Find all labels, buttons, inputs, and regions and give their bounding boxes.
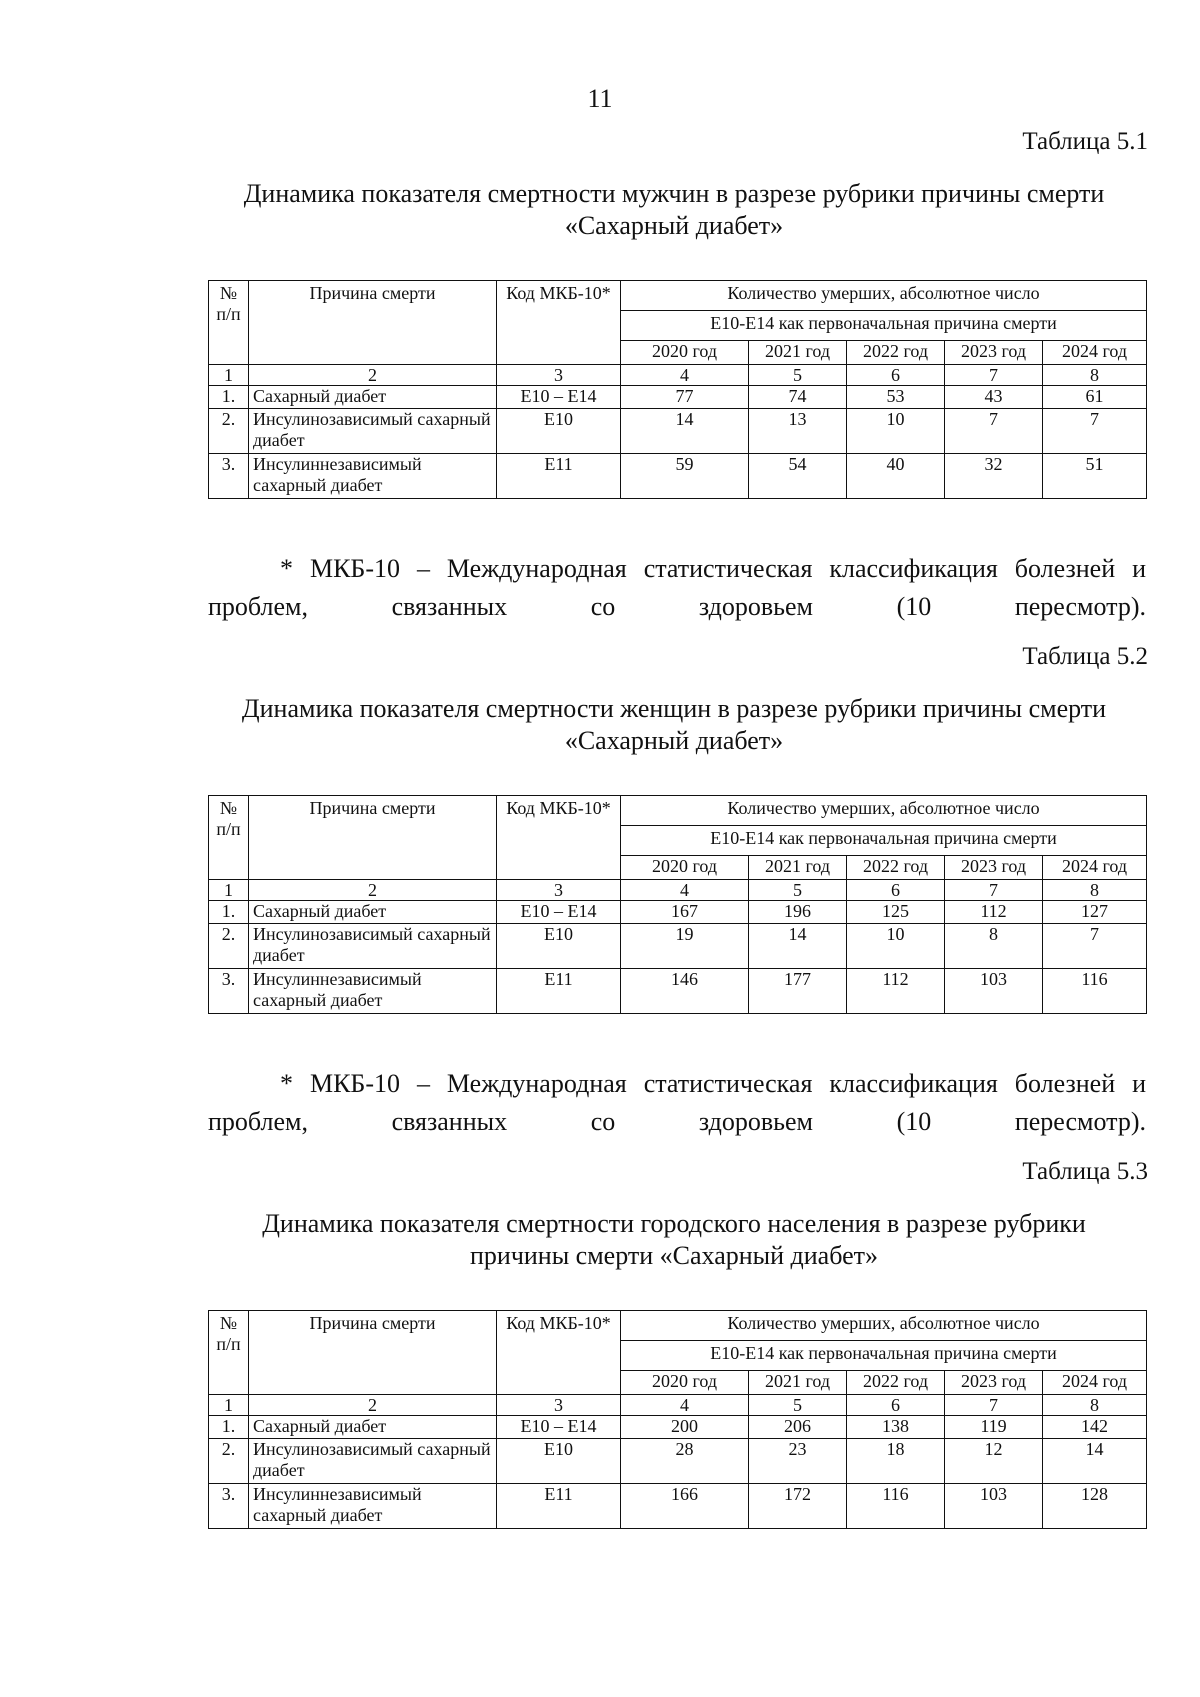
data-table (208, 280, 1147, 499)
row-value: 14 (749, 924, 847, 969)
row-value: 116 (1043, 969, 1147, 1014)
row-num: 3. (209, 969, 249, 1014)
row-cause: Инсулиннезависимый сахарный диабет (249, 454, 497, 499)
row-value: 43 (945, 386, 1043, 409)
col-index: 6 (847, 1395, 945, 1416)
row-code: Е10 – Е14 (497, 1416, 621, 1439)
row-cause: Инсулиннезависимый сахарный диабет (249, 1484, 497, 1529)
row-value: 53 (847, 386, 945, 409)
row-code: Е10 – Е14 (497, 386, 621, 409)
header-year: 2020 год (621, 341, 749, 365)
row-value: 10 (847, 924, 945, 969)
row-num: 2. (209, 1439, 249, 1484)
row-value: 7 (1043, 409, 1147, 454)
header-cause: Причина смерти (249, 281, 497, 365)
table-row (209, 1484, 1147, 1529)
footnote (208, 1065, 1146, 1141)
col-index: 1 (209, 365, 249, 386)
col-index: 8 (1043, 880, 1147, 901)
row-value: 206 (749, 1416, 847, 1439)
row-value: 125 (847, 901, 945, 924)
col-index: 3 (497, 880, 621, 901)
table-title: Динамика показателя смертности мужчин в разрезе рубрики причины смерти «Сахарный диабет» (243, 179, 1105, 240)
table-row (209, 386, 1147, 409)
table-row (209, 1416, 1147, 1439)
row-num: 3. (209, 454, 249, 499)
row-cause: Сахарный диабет (249, 1416, 497, 1439)
header-year: 2021 год (749, 1371, 847, 1395)
row-num: 1. (209, 901, 249, 924)
row-value: 103 (945, 1484, 1043, 1529)
header-code: Код МКБ-10* (497, 1311, 621, 1395)
row-value: 61 (1043, 386, 1147, 409)
row-value: 10 (847, 409, 945, 454)
header-subtitle: Е10-Е14 как первоначальная причина смерти (621, 1341, 1147, 1371)
row-value: 172 (749, 1484, 847, 1529)
row-value: 13 (749, 409, 847, 454)
header-year: 2023 год (945, 341, 1043, 365)
header-cause: Причина смерти (249, 1311, 497, 1395)
col-index: 3 (497, 1395, 621, 1416)
header-num: № п/п (209, 796, 249, 880)
col-index: 1 (209, 1395, 249, 1416)
col-index: 6 (847, 880, 945, 901)
row-code: Е11 (497, 454, 621, 499)
header-year: 2021 год (749, 856, 847, 880)
row-cause: Инсулинозависимый сахарный диабет (249, 924, 497, 969)
row-num: 1. (209, 386, 249, 409)
row-value: 51 (1043, 454, 1147, 499)
header-year: 2022 год (847, 1371, 945, 1395)
header-year: 2023 год (945, 856, 1043, 880)
table-row (209, 1439, 1147, 1484)
footnote-text: * МКБ-10 – Международная статистическая классификация болезней и проблем, связанных со здоровьем (10 пересмотр). (208, 554, 1146, 621)
table-row (209, 409, 1147, 454)
row-value: 18 (847, 1439, 945, 1484)
row-code: Е10 (497, 1439, 621, 1484)
row-value: 177 (749, 969, 847, 1014)
row-value: 112 (847, 969, 945, 1014)
row-value: 166 (621, 1484, 749, 1529)
row-num: 2. (209, 924, 249, 969)
row-value: 23 (749, 1439, 847, 1484)
row-value: 19 (621, 924, 749, 969)
col-index: 5 (749, 1395, 847, 1416)
row-value: 127 (1043, 901, 1147, 924)
row-code: Е11 (497, 1484, 621, 1529)
table-label: Таблица 5.3 (1022, 1158, 1148, 1185)
row-value: 7 (1043, 924, 1147, 969)
page-number: 11 (587, 84, 613, 113)
row-num: 2. (209, 409, 249, 454)
header-deaths: Количество умерших, абсолютное число (621, 281, 1147, 311)
header-code: Код МКБ-10* (497, 281, 621, 365)
header-deaths: Количество умерших, абсолютное число (621, 796, 1147, 826)
table-row (209, 901, 1147, 924)
col-index: 8 (1043, 365, 1147, 386)
header-year: 2020 год (621, 856, 749, 880)
header-code: Код МКБ-10* (497, 796, 621, 880)
col-index: 2 (249, 365, 497, 386)
row-cause: Инсулинозависимый сахарный диабет (249, 409, 497, 454)
col-index: 2 (249, 880, 497, 901)
table-row (209, 969, 1147, 1014)
row-value: 142 (1043, 1416, 1147, 1439)
table-label: Таблица 5.2 (1022, 643, 1148, 670)
row-value: 40 (847, 454, 945, 499)
header-year: 2024 год (1043, 856, 1147, 880)
row-code: Е11 (497, 969, 621, 1014)
row-value: 138 (847, 1416, 945, 1439)
header-year: 2024 год (1043, 1371, 1147, 1395)
col-index: 7 (945, 365, 1043, 386)
footnote-text: * МКБ-10 – Международная статистическая классификация болезней и проблем, связанных со здоровьем (10 пересмотр). (208, 1069, 1146, 1136)
col-index: 7 (945, 1395, 1043, 1416)
data-table (208, 1310, 1147, 1529)
row-value: 14 (621, 409, 749, 454)
row-cause: Сахарный диабет (249, 901, 497, 924)
row-value: 116 (847, 1484, 945, 1529)
row-code: Е10 (497, 409, 621, 454)
row-value: 7 (945, 409, 1043, 454)
header-year: 2021 год (749, 341, 847, 365)
col-index: 2 (249, 1395, 497, 1416)
row-value: 146 (621, 969, 749, 1014)
header-subtitle: Е10-Е14 как первоначальная причина смерти (621, 826, 1147, 856)
row-cause: Инсулинозависимый сахарный диабет (249, 1439, 497, 1484)
col-index: 4 (621, 1395, 749, 1416)
header-year: 2022 год (847, 341, 945, 365)
header-cause: Причина смерти (249, 796, 497, 880)
header-year: 2020 год (621, 1371, 749, 1395)
col-index: 5 (749, 880, 847, 901)
col-index: 1 (209, 880, 249, 901)
row-value: 200 (621, 1416, 749, 1439)
row-cause: Инсулиннезависимый сахарный диабет (249, 969, 497, 1014)
row-code: Е10 – Е14 (497, 901, 621, 924)
row-value: 119 (945, 1416, 1043, 1439)
col-index: 5 (749, 365, 847, 386)
row-value: 28 (621, 1439, 749, 1484)
row-value: 196 (749, 901, 847, 924)
col-index: 6 (847, 365, 945, 386)
row-value: 14 (1043, 1439, 1147, 1484)
table-title: Динамика показателя смертности городского населения в разрезе рубрики причины смерти «Сахарный диабет» (262, 1209, 1086, 1270)
table-title: Динамика показателя смертности женщин в разрезе рубрики причины смерти «Сахарный диабет» (241, 694, 1107, 755)
col-index: 7 (945, 880, 1043, 901)
row-value: 103 (945, 969, 1043, 1014)
row-value: 59 (621, 454, 749, 499)
col-index: 4 (621, 365, 749, 386)
row-value: 112 (945, 901, 1043, 924)
data-table (208, 795, 1147, 1014)
row-cause: Сахарный диабет (249, 386, 497, 409)
row-value: 128 (1043, 1484, 1147, 1529)
header-deaths: Количество умерших, абсолютное число (621, 1311, 1147, 1341)
header-num: № п/п (209, 281, 249, 365)
col-index: 4 (621, 880, 749, 901)
row-value: 54 (749, 454, 847, 499)
header-year: 2024 год (1043, 341, 1147, 365)
row-code: Е10 (497, 924, 621, 969)
col-index: 8 (1043, 1395, 1147, 1416)
table-row (209, 454, 1147, 499)
row-value: 32 (945, 454, 1043, 499)
header-num: № п/п (209, 1311, 249, 1395)
row-value: 167 (621, 901, 749, 924)
row-num: 3. (209, 1484, 249, 1529)
table-label: Таблица 5.1 (1022, 128, 1148, 155)
table-row (209, 924, 1147, 969)
row-value: 8 (945, 924, 1043, 969)
row-num: 1. (209, 1416, 249, 1439)
header-year: 2022 год (847, 856, 945, 880)
row-value: 77 (621, 386, 749, 409)
col-index: 3 (497, 365, 621, 386)
footnote (208, 550, 1146, 626)
row-value: 74 (749, 386, 847, 409)
header-year: 2023 год (945, 1371, 1043, 1395)
row-value: 12 (945, 1439, 1043, 1484)
header-subtitle: Е10-Е14 как первоначальная причина смерти (621, 311, 1147, 341)
